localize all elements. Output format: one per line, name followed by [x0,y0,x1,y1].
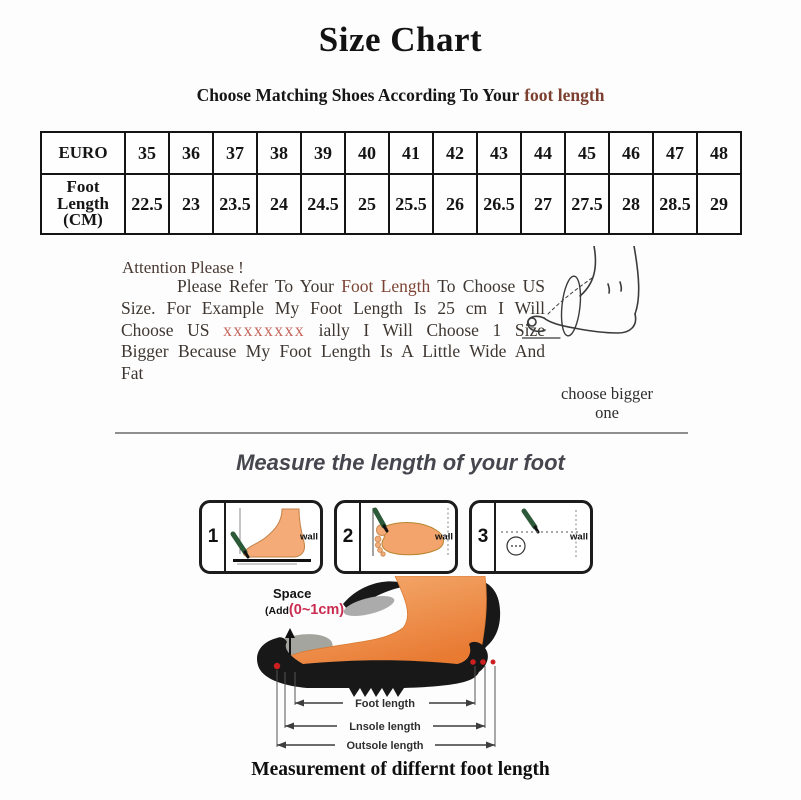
insole-length-label: Lnsole length [349,721,421,733]
euro-size-cell: 41 [389,132,433,174]
step-number: 3 [472,503,496,571]
euro-size-row [41,132,741,174]
measurement-steps [199,500,593,574]
svg-text:(Add(0~1cm) [265,602,344,618]
step-panel-3 [469,500,593,574]
space-range-label: (0~1cm) [288,602,345,618]
wall-label: wall [570,531,588,543]
foot-length-cell: 24.5 [301,174,345,234]
attention-heading: Attention Please ! [122,258,244,277]
step-number: 1 [202,503,226,571]
attention-crossed-out-text: xxxxxxxx [223,319,306,340]
foot-length-cell: 28 [609,174,653,234]
euro-size-cell: 47 [653,132,697,174]
foot-length-cell: 23 [169,174,213,234]
foot-length-label: Foot length [355,698,415,710]
foot-length-cell: 27.5 [565,174,609,234]
euro-size-cell: 36 [169,132,213,174]
subtitle-prefix: Choose Matching Shoes According To Your [196,85,520,105]
step-number: 2 [337,503,361,571]
foot-length-cell: 23.5 [213,174,257,234]
attention-text: To Choose US Size. For Example My Foot Length Is 25 cm I Will Choose US [121,276,545,340]
bottom-caption: Measurement of differnt foot length [251,759,550,780]
euro-size-cell: 44 [521,132,565,174]
toe-point-dot [274,663,280,669]
wall-label: wall [300,531,318,543]
heel-point-dot [470,659,476,665]
foot-length-cell: 28.5 [653,174,697,234]
measure-section-heading: Measure the length of your foot [236,450,565,475]
euro-size-cell: 37 [213,132,257,174]
heel-point-dot [480,659,486,665]
euro-size-cell: 45 [565,132,609,174]
subtitle [0,85,801,106]
foot-shoe-measurement-diagram [237,576,572,758]
euro-size-cell: 40 [345,132,389,174]
foot-length-cell: 26.5 [477,174,521,234]
euro-size-cell: 38 [257,132,301,174]
attention-text: ially I Will Choose 1 Size Bigger Because My Foot Length Is A Little Wide And Fat [121,319,545,384]
euro-size-cell: 43 [477,132,521,174]
foot-length-cell: 27 [521,174,565,234]
attention-foot-length-highlight: Foot Length [341,276,431,296]
foot-length-cell: 22.5 [125,174,169,234]
length-row-header: Foot Length (CM) [41,174,125,234]
choose-bigger-note: choose bigger one [560,384,654,422]
space-arrow-head [285,628,295,638]
attention-text: Please Refer To Your [177,276,342,296]
step-panel-2 [334,500,458,574]
euro-row-header: EURO [41,132,125,174]
step-panel-1 [199,500,323,574]
section-divider [115,432,688,434]
foot-line-sketch [522,246,707,366]
foot-length-cell: 25 [345,174,389,234]
page-title: Size Chart [318,20,483,59]
space-label: Space [273,586,312,601]
euro-size-cell: 48 [697,132,741,174]
attention-paragraph [121,276,545,385]
outsole-length-label: Outsole length [346,740,424,752]
foot-length-cell: 25.5 [389,174,433,234]
foot-length-cell: 24 [257,174,301,234]
space-add-label: (Add [265,605,289,617]
euro-size-cell: 35 [125,132,169,174]
euro-size-cell: 42 [433,132,477,174]
foot-outline-icon [522,246,639,338]
heel-point-dot [491,660,496,665]
euro-size-cell: 46 [609,132,653,174]
wall-label: wall [435,531,453,543]
foot-length-cell: 29 [697,174,741,234]
foot-length-cell: 26 [433,174,477,234]
subtitle-highlight: foot length [524,85,605,105]
foot-length-row [41,174,741,234]
size-table [40,131,742,235]
euro-size-cell: 39 [301,132,345,174]
